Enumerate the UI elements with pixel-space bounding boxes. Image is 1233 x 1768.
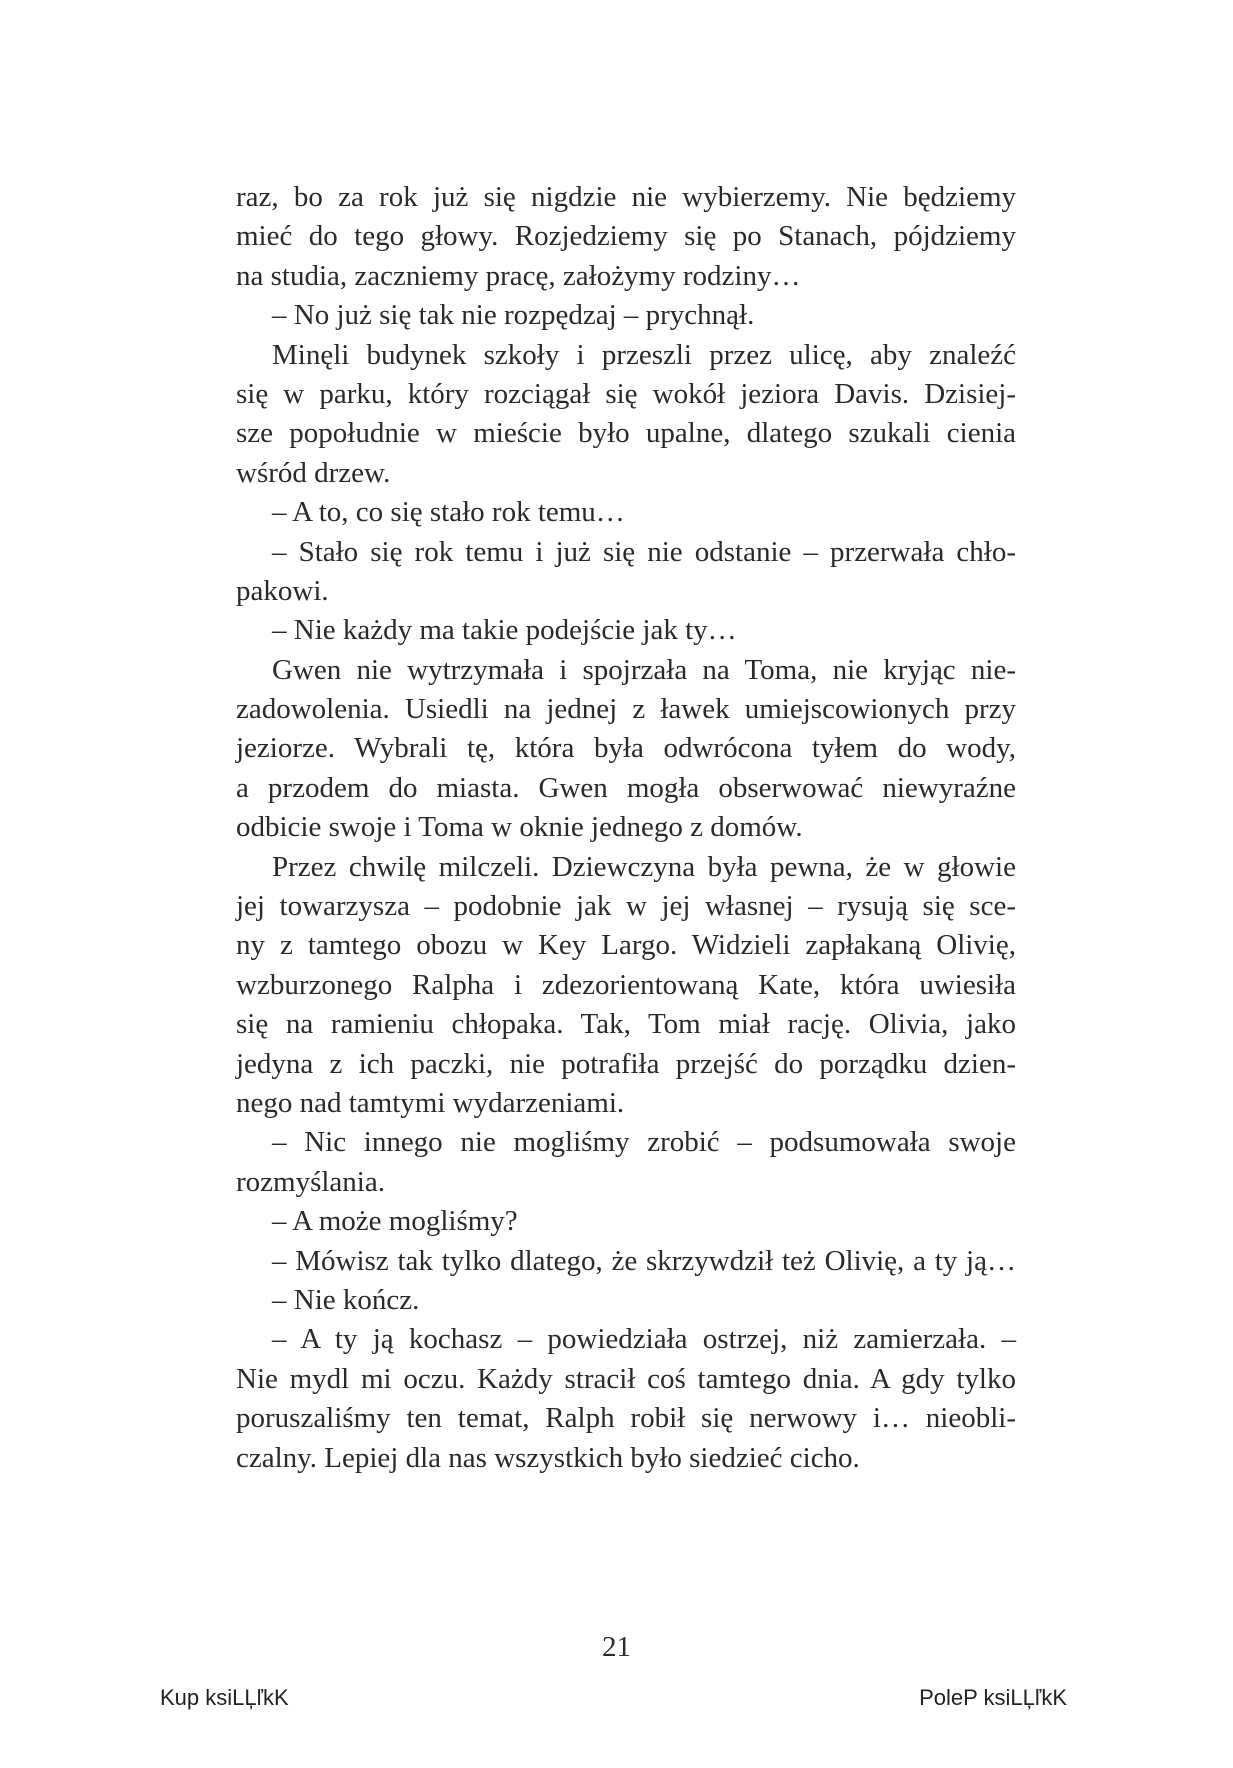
text-line: się w parku, który rozciągał się wokół jeziora Davis. Dzisiej- <box>236 377 1016 410</box>
text-line: zadowolenia. Usiedli na jednej z ławek umiejscowionych przy <box>236 693 1016 726</box>
text-line: wzburzonego Ralpha i zdezorientowaną Kate, która uwiesiła <box>236 968 1016 1001</box>
text-line: rozmyślania. <box>236 1165 385 1198</box>
text-line: jedyna z ich paczki, nie potrafiła przejść do porządku dzien- <box>236 1047 1016 1080</box>
text-line: a przodem do miasta. Gwen mogła obserwować niewyraźne <box>236 771 1016 804</box>
text-line: Gwen nie wytrzymała i spojrzała na Toma, nie kryjąc nie- <box>272 653 1016 686</box>
text-line: – Nie kończ. <box>272 1283 420 1316</box>
text-line: – Mówisz tak tylko dlatego, że skrzywdził też Olivię, a ty ją… <box>272 1244 1016 1277</box>
text-line: czalny. Lepiej dla nas wszystkich było siedzieć cicho. <box>236 1441 860 1474</box>
text-line: Przez chwilę milczeli. Dziewczyna była pewna, że w głowie <box>272 850 1016 883</box>
text-line: nego nad tamtymi wydarzeniami. <box>236 1086 625 1119</box>
text-line: – No już się tak nie rozpędzaj – prychnął. <box>272 299 755 332</box>
text-line: odbicie swoje i Toma w oknie jednego z domów. <box>236 811 803 844</box>
text-line: poruszaliśmy ten temat, Ralph robił się nerwowy i… nieobli- <box>236 1402 1016 1435</box>
text-line: jej towarzysza – podobnie jak w jej własnej – rysują się sce- <box>236 890 1016 923</box>
text-line: pakowi. <box>236 574 329 607</box>
footer-right-link[interactable]: PoleP ksiLĻľkK <box>919 1685 1067 1710</box>
text-line: – A to, co się stało rok temu… <box>272 496 625 529</box>
body-text <box>236 178 1016 1478</box>
text-line: jeziorze. Wybrali tę, która była odwrócona tyłem do wody, <box>236 732 1016 765</box>
footer-left-link[interactable]: Kup ksiLĻľkK <box>160 1685 289 1710</box>
text-line: – A ty ją kochasz – powiedziała ostrzej, niż zamierzała. – <box>272 1323 1016 1356</box>
text-line: się na ramieniu chłopaka. Tak, Tom miał rację. Olivia, jako <box>236 1008 1016 1041</box>
text-line: Nie mydl mi oczu. Każdy stracił coś tamtego dnia. A gdy tylko <box>236 1362 1016 1395</box>
text-line: – Nie każdy ma takie podejście jak ty… <box>272 614 737 647</box>
text-line: sze popołudnie w mieście było upalne, dlatego szukali cienia <box>236 417 1016 450</box>
page-number: 21 <box>602 1631 631 1663</box>
text-line: – A może mogliśmy? <box>272 1205 518 1238</box>
text-line: wśród drzew. <box>236 456 391 489</box>
text-line: – Nic innego nie mogliśmy zrobić – podsumowała swoje <box>272 1126 1016 1159</box>
text-line: – Stało się rok temu i już się nie odstanie – przerwała chło- <box>272 535 1016 568</box>
text-line: raz, bo za rok już się nigdzie nie wybierzemy. Nie będziemy <box>236 181 1016 213</box>
text-line: ny z tamtego obozu w Key Largo. Widzieli zapłakaną Olivię, <box>236 929 1016 962</box>
text-line: na studia, zaczniemy pracę, założymy rodziny… <box>236 259 801 292</box>
text-line: mieć do tego głowy. Rozjedziemy się po Stanach, pójdziemy <box>236 220 1016 253</box>
text-line: Minęli budynek szkoły i przeszli przez ulicę, aby znaleźć <box>272 338 1016 371</box>
